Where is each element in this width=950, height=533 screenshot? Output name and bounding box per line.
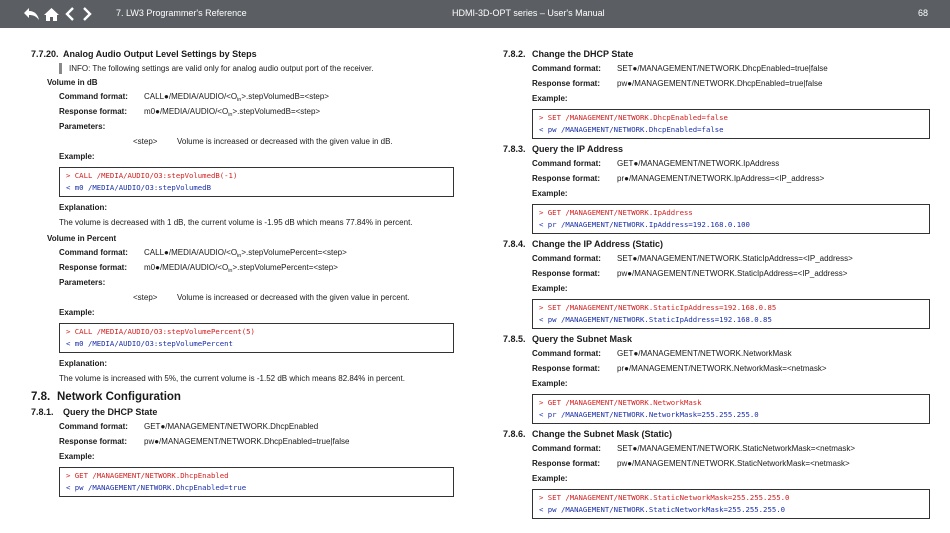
- section-heading-7-8-1: 7.8.1. Query the DHCP State: [31, 407, 158, 417]
- section-7-8-5: [503, 333, 923, 424]
- example-label: Example:: [532, 94, 568, 103]
- response-format-row: Response format: pr●/MANAGEMENT/NETWORK.NetworkMask=<netmask>: [532, 364, 827, 373]
- code-example: > SET /MANAGEMENT/NETWORK.StaticNetworkMask=255.255.255.0 < pw /MANAGEMENT/NETWORK.StaticNetworkMask=255.255.255.0: [532, 489, 930, 519]
- example-label: Example:: [532, 189, 568, 198]
- explanation-text: The volume is increased with 5%, the current volume is -1.52 dB which means 82.84% in percent.: [59, 374, 405, 383]
- right-column: [503, 44, 923, 522]
- command-format-row: Command format: SET●/MANAGEMENT/NETWORK.StaticNetworkMask=<netmask>: [532, 444, 855, 453]
- explanation-label: Explanation:: [59, 203, 108, 212]
- code-example: > GET /MANAGEMENT/NETWORK.NetworkMask < pr /MANAGEMENT/NETWORK.NetworkMask=255.255.255.0: [532, 394, 930, 424]
- response-format-row: Response format: $m0●/MEDIA/AUDIO/<O_{in}>.stepVolumePercent=<step>$: [59, 263, 338, 274]
- section-heading: 7.8.6. Change the Subnet Mask (Static): [503, 429, 673, 439]
- section-heading-7-8: 7.8. Network Configuration: [31, 391, 181, 403]
- home-icon[interactable]: [41, 5, 61, 23]
- previous-icon[interactable]: [61, 5, 78, 23]
- response-format-row: Response format: pw●/MANAGEMENT/NETWORK.DhcpEnabled=true|false: [532, 79, 823, 88]
- page-number: 68: [918, 8, 929, 18]
- manual-title: HDMI-3D-OPT series – User's Manual: [452, 8, 605, 18]
- back-icon[interactable]: [22, 5, 41, 23]
- subheading-volume-db: Volume in dB: [47, 78, 98, 87]
- section-heading: 7.8.4. Change the IP Address (Static): [503, 239, 664, 249]
- section-heading: 7.8.3. Query the IP Address: [503, 144, 624, 154]
- nav-buttons: [22, 5, 95, 23]
- command-format-row: Command format: GET●/MANAGEMENT/NETWORK.NetworkMask: [532, 349, 792, 358]
- parameters-label: Parameters:: [59, 278, 106, 287]
- parameters-label: Parameters:: [59, 122, 106, 131]
- code-example: > CALL /MEDIA/AUDIO/O3:stepVolumedB(-1) < m0 /MEDIA/AUDIO/O3:stepVolumedB: [59, 167, 454, 197]
- response-format-row: Response format: pr●/MANAGEMENT/NETWORK.IpAddress=<IP_address>: [532, 174, 825, 183]
- section-7-8-6: [503, 428, 923, 519]
- example-label: Example:: [532, 474, 568, 483]
- command-format-row: Command format: $CALL●/MEDIA/AUDIO/<O_{in}>.stepVolumedB=<step>$: [59, 92, 329, 103]
- code-example: > CALL /MEDIA/AUDIO/O3:stepVolumePercent(5) < m0 /MEDIA/AUDIO/O3:stepVolumePercent: [59, 323, 454, 353]
- code-example: > SET /MANAGEMENT/NETWORK.StaticIpAddress=192.168.0.85 < pw /MANAGEMENT/NETWORK.StaticIpAddress=192.168.0.85: [532, 299, 930, 329]
- command-format-row: Command format: $CALL●/MEDIA/AUDIO/<O_{in}>.stepVolumePercent=<step>$: [59, 248, 347, 259]
- response-format-row: Response format: pw●/MANAGEMENT/NETWORK.DhcpEnabled=true|false: [59, 437, 350, 446]
- section-7-8-4: [503, 238, 923, 329]
- code-example: > GET /MANAGEMENT/NETWORK.DhcpEnabled < pw /MANAGEMENT/NETWORK.DhcpEnabled=true: [59, 467, 454, 497]
- explanation-label: Explanation:: [59, 359, 108, 368]
- parameter-row: <step> Volume is increased or decreased with the given value in percent.: [133, 293, 410, 302]
- example-label: Example:: [532, 379, 568, 388]
- next-icon[interactable]: [78, 5, 95, 23]
- left-column: [31, 44, 461, 500]
- subheading-volume-percent: Volume in Percent: [47, 234, 117, 243]
- explanation-text: The volume is decreased with 1 dB, the current volume is -1.95 dB which means 77.84% in percent.: [59, 218, 413, 227]
- code-example: > SET /MANAGEMENT/NETWORK.DhcpEnabled=false < pw /MANAGEMENT/NETWORK.DhcpEnabled=false: [532, 109, 930, 139]
- section-7-8-2: [503, 48, 923, 139]
- response-format-row: Response format: pw●/MANAGEMENT/NETWORK.StaticNetworkMask=<netmask>: [532, 459, 850, 468]
- example-label: Example:: [532, 284, 568, 293]
- command-format-row: Command format: SET●/MANAGEMENT/NETWORK.DhcpEnabled=true|false: [532, 64, 828, 73]
- example-label: Example:: [59, 452, 95, 461]
- info-note: INFO: The following settings are valid only for analog audio output port of the receiver.: [59, 63, 461, 74]
- command-format-row: Command format: GET●/MANAGEMENT/NETWORK.DhcpEnabled: [59, 422, 319, 431]
- response-format-row: Response format: $m0●/MEDIA/AUDIO/<O_{in}>.stepVolumedB=<step>$: [59, 107, 321, 118]
- command-format-row: Command format: GET●/MANAGEMENT/NETWORK.IpAddress: [532, 159, 780, 168]
- top-bar: [0, 0, 950, 28]
- command-format-row: Command format: SET●/MANAGEMENT/NETWORK.StaticIpAddress=<IP_address>: [532, 254, 853, 263]
- chapter-title: 7. LW3 Programmer's Reference: [116, 8, 247, 18]
- section-7-8-3: [503, 143, 923, 234]
- response-format-row: Response format: pw●/MANAGEMENT/NETWORK.StaticIpAddress=<IP_address>: [532, 269, 848, 278]
- parameter-row: <step> Volume is increased or decreased with the given value in dB.: [133, 137, 393, 146]
- example-label: Example:: [59, 152, 95, 161]
- section-heading: 7.8.2. Change the DHCP State: [503, 49, 634, 59]
- section-heading: 7.8.5. Query the Subnet Mask: [503, 334, 633, 344]
- section-heading-7-7-20: 7.7.20. Analog Audio Output Level Settings by Steps: [31, 49, 257, 59]
- code-example: > GET /MANAGEMENT/NETWORK.IpAddress < pr /MANAGEMENT/NETWORK.IpAddress=192.168.0.100: [532, 204, 930, 234]
- example-label: Example:: [59, 308, 95, 317]
